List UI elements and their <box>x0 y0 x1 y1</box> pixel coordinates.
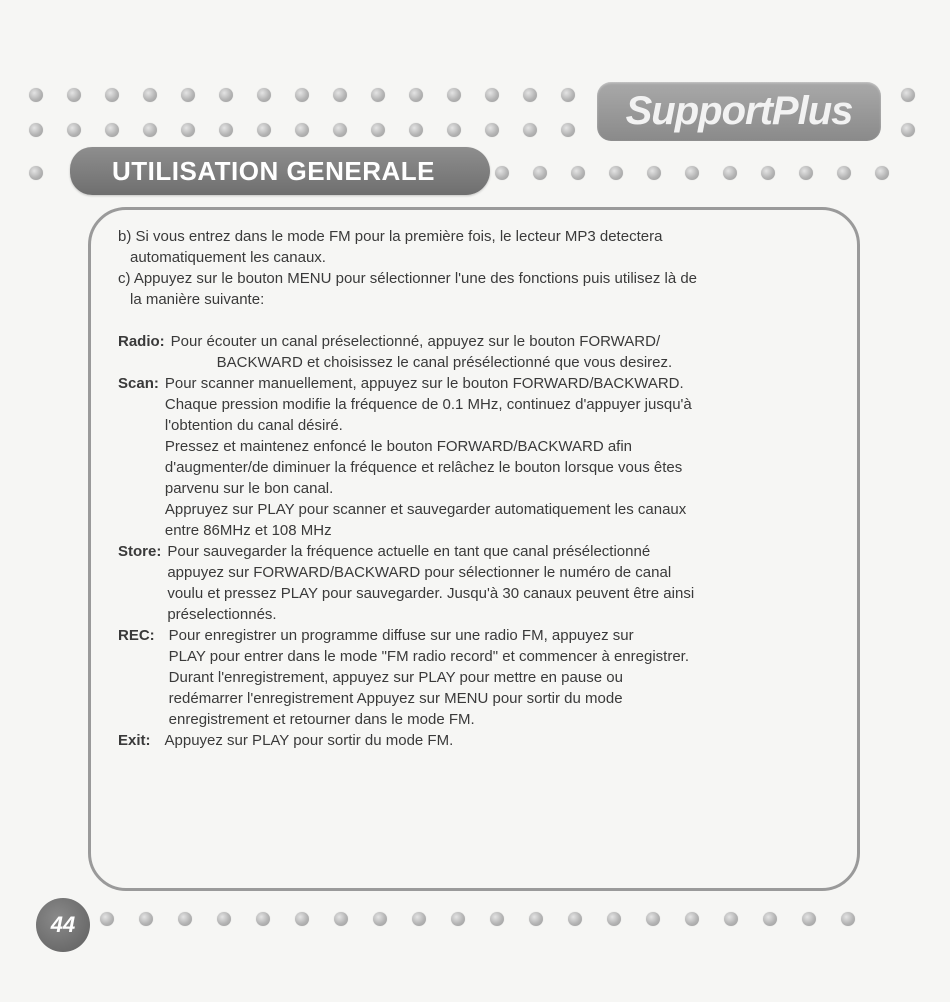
decorative-dot <box>451 912 465 926</box>
section-title-banner <box>70 147 490 195</box>
function-exit <box>118 730 838 751</box>
intro-b-line2: automatiquement les canaux. <box>130 249 326 266</box>
intro-c-line1: c) Appuyez sur le bouton MENU pour sélectionner l'une des fonctions puis utilisez là de <box>118 270 698 287</box>
decorative-dot <box>875 166 889 180</box>
function-label: Exit: <box>118 732 151 749</box>
decorative-dot <box>685 912 699 926</box>
function-line: enregistrement et retourner dans le mode FM. <box>168 711 475 728</box>
decorative-dot-row-top <box>29 88 575 102</box>
decorative-dot <box>139 912 153 926</box>
decorative-dot <box>219 123 233 137</box>
decorative-dot <box>67 88 81 102</box>
function-store <box>118 541 838 625</box>
function-line: d'augmenter/de diminuer la fréquence et relâchez le bouton lorsque vous êtes <box>164 459 683 476</box>
function-label: Radio: <box>118 333 165 350</box>
decorative-dot <box>724 912 738 926</box>
decorative-dot <box>217 912 231 926</box>
decorative-dot <box>334 912 348 926</box>
decorative-dot <box>799 166 813 180</box>
decorative-dot <box>495 166 509 180</box>
decorative-dot <box>646 912 660 926</box>
decorative-dot <box>257 88 271 102</box>
decorative-dot <box>256 912 270 926</box>
brand-logo-text: SupportPlus <box>625 89 853 133</box>
decorative-dot <box>609 166 623 180</box>
decorative-dot <box>409 123 423 137</box>
function-line: Pour enregistrer un programme diffuse sur une radio FM, appuyez sur <box>168 627 634 644</box>
decorative-dot <box>178 912 192 926</box>
decorative-dot <box>723 166 737 180</box>
decorative-dot <box>181 123 195 137</box>
function-line: Pour sauvegarder la fréquence actuelle en tant que canal présélectionné <box>167 543 651 560</box>
function-scan <box>118 373 838 541</box>
function-line: PLAY pour entrer dans le mode "FM radio record" et commencer à enregistrer. <box>168 648 690 665</box>
decorative-dot <box>409 88 423 102</box>
decorative-dot <box>841 912 855 926</box>
decorative-dot <box>485 123 499 137</box>
function-line: Pour écouter un canal préselectionné, appuyez sur le bouton FORWARD/ <box>170 333 661 350</box>
decorative-dot <box>143 123 157 137</box>
function-line: Pour scanner manuellement, appuyez sur le bouton FORWARD/BACKWARD. <box>164 375 684 392</box>
decorative-dot <box>219 88 233 102</box>
section-title: UTILISATION GENERALE <box>112 155 435 186</box>
function-radio <box>118 331 838 373</box>
decorative-dot <box>373 912 387 926</box>
decorative-dot <box>181 88 195 102</box>
decorative-dot <box>490 912 504 926</box>
brand-logo <box>597 82 881 141</box>
function-line: préselectionnés. <box>167 606 277 623</box>
decorative-dot <box>333 123 347 137</box>
function-line: voulu et pressez PLAY pour sauvegarder. Jusqu'à 30 canaux peuvent être ainsi <box>167 585 695 602</box>
decorative-dot <box>901 88 915 102</box>
decorative-dot <box>802 912 816 926</box>
decorative-dot <box>105 123 119 137</box>
decorative-dot <box>29 123 43 137</box>
function-line: BACKWARD et choisissez le canal présélectionné que vous desirez. <box>216 354 673 371</box>
decorative-dot <box>901 123 915 137</box>
function-line: redémarrer l'enregistrement Appuyez sur MENU pour sortir du mode <box>168 690 623 707</box>
decorative-dot-row-middle <box>29 123 575 137</box>
decorative-dot <box>485 88 499 102</box>
decorative-dot <box>257 123 271 137</box>
instructions-text <box>118 226 838 751</box>
decorative-dot <box>763 912 777 926</box>
decorative-dot <box>143 88 157 102</box>
page-number: 44 <box>50 912 76 937</box>
decorative-dot <box>561 123 575 137</box>
decorative-dot <box>295 88 309 102</box>
function-line: appuyez sur FORWARD/BACKWARD pour sélectionner le numéro de canal <box>167 564 672 581</box>
decorative-dot <box>447 123 461 137</box>
decorative-dot <box>371 123 385 137</box>
decorative-dot <box>371 88 385 102</box>
function-line: Durant l'enregistrement, appuyez sur PLAY pour mettre en pause ou <box>168 669 623 686</box>
decorative-dot <box>568 912 582 926</box>
decorative-dot <box>607 912 621 926</box>
function-line: Pressez et maintenez enfoncé le bouton FORWARD/BACKWARD afin <box>164 438 632 455</box>
decorative-dot <box>523 123 537 137</box>
decorative-dot <box>523 88 537 102</box>
decorative-dot <box>529 912 543 926</box>
intro-c-line2: la manière suivante: <box>130 291 265 308</box>
function-line: Appuyez sur PLAY pour sortir du mode FM. <box>164 732 454 749</box>
decorative-dot <box>837 166 851 180</box>
function-label: Scan: <box>118 375 159 392</box>
decorative-dot <box>29 88 43 102</box>
decorative-dot <box>685 166 699 180</box>
decorative-dot <box>105 88 119 102</box>
function-line: l'obtention du canal désiré. <box>164 417 343 434</box>
decorative-dot <box>295 912 309 926</box>
function-rec <box>118 625 838 730</box>
decorative-dot <box>333 88 347 102</box>
decorative-dot-row-right <box>495 166 889 180</box>
decorative-dot <box>412 912 426 926</box>
page-number-badge <box>36 898 90 952</box>
decorative-dot <box>67 123 81 137</box>
decorative-dot <box>295 123 309 137</box>
decorative-dot <box>533 166 547 180</box>
function-line: Chaque pression modifie la fréquence de 0.1 MHz, continuez d'appuyer jusqu'à <box>164 396 692 413</box>
decorative-dot <box>447 88 461 102</box>
function-line: Appruyez sur PLAY pour scanner et sauvegarder automatiquement les canaux <box>164 501 687 518</box>
decorative-dot <box>561 88 575 102</box>
decorative-dot <box>571 166 585 180</box>
decorative-dot-row-bottom <box>100 912 855 926</box>
function-label: Store: <box>118 543 162 560</box>
decorative-dot <box>647 166 661 180</box>
function-line: entre 86MHz et 108 MHz <box>164 522 332 539</box>
decorative-dot <box>100 912 114 926</box>
intro-b-line1: b) Si vous entrez dans le mode FM pour la première fois, le lecteur MP3 detectera <box>118 228 663 245</box>
function-line: parvenu sur le bon canal. <box>164 480 334 497</box>
function-label: REC: <box>118 627 155 644</box>
decorative-dot <box>29 166 43 180</box>
decorative-dot <box>761 166 775 180</box>
